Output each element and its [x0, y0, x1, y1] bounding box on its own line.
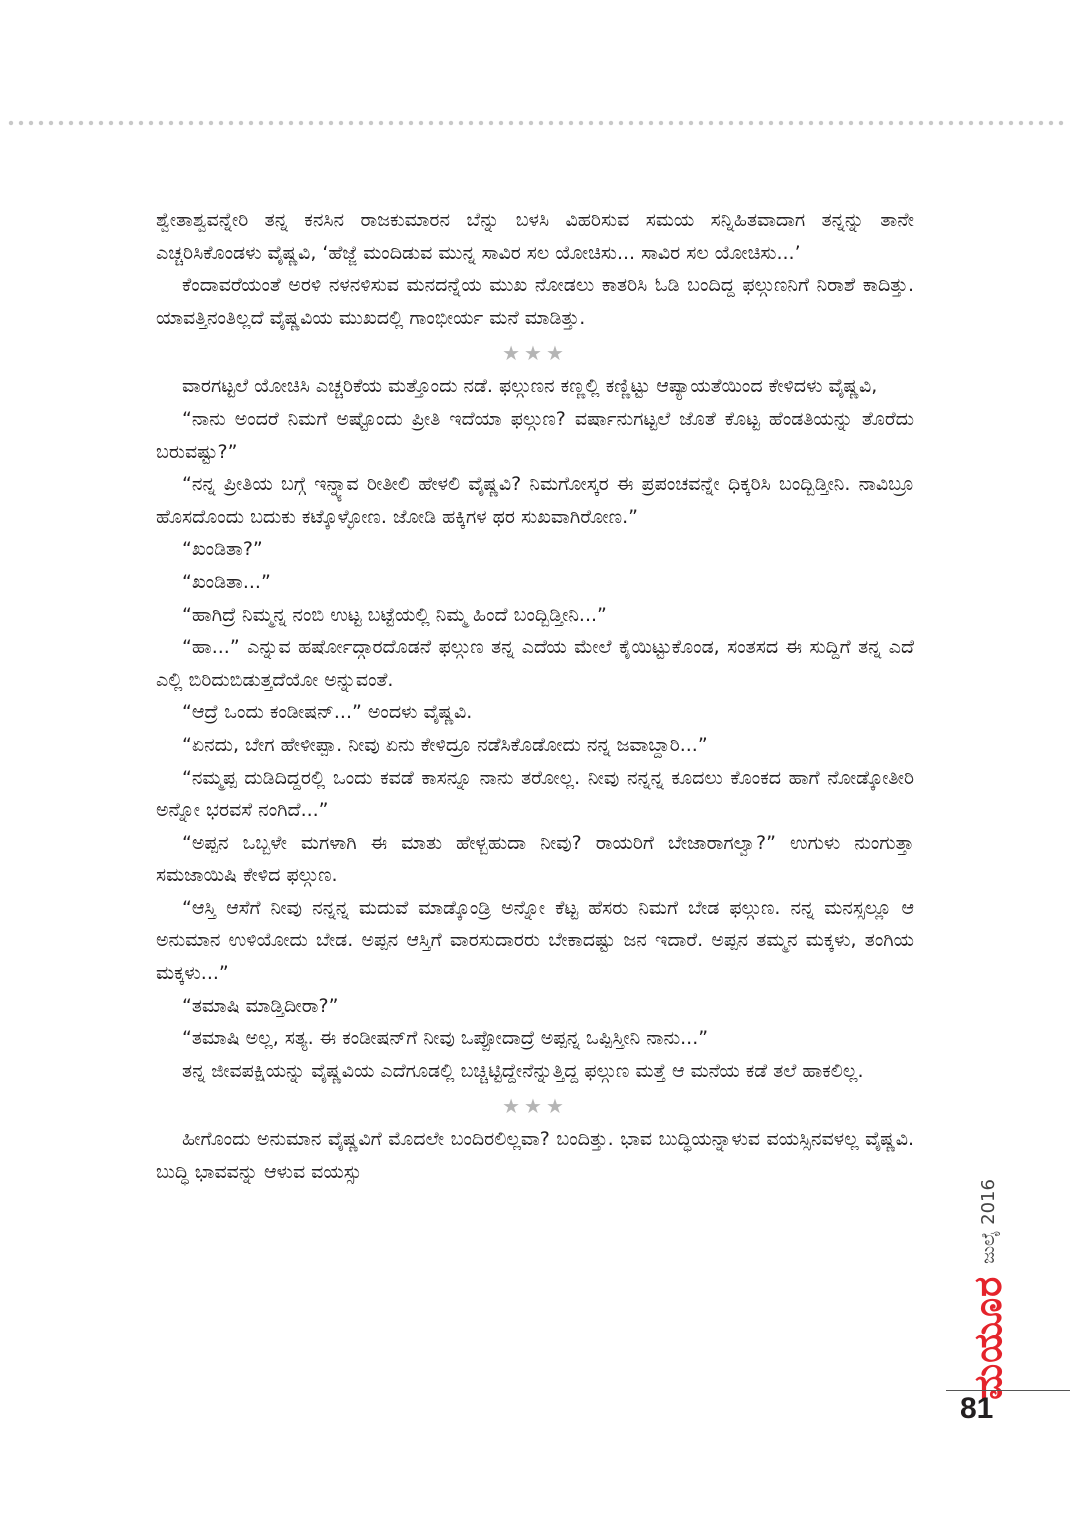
article-paragraph: “ಹಾಗಿದ್ರೆ ನಿಮ್ಮನ್ನ ನಂಬಿ ಉಟ್ಟ ಬಟ್ಟೆಯಲ್ಲಿ ನಿಮ್ಮ ಹಿಂದೆ ಬಂದ್ಬಿಡ್ತೀನಿ...”	[182, 603, 607, 626]
article-paragraph: ಹೀಗೊಂದು ಅನುಮಾನ ವೈಷ್ಣವಿಗೆ ಮೊದಲೇ ಬಂದಿರಲಿಲ್ಲವಾ? ಬಂದಿತ್ತು. ಭಾವ ಬುದ್ಧಿಯನ್ನಾಳುವ ವಯಸ್ಸಿನವಳಲ್ಲ ವೈಷ್ಣವಿ. ಬುದ್ಧಿ ಭಾವವನ್ನು ಆಳುವ ವಯಸ್ಸು	[156, 1128, 914, 1184]
magazine-side-label	[966, 1179, 1011, 1400]
footer-rule	[946, 1390, 1070, 1391]
article-paragraph: “ನನ್ನ ಪ್ರೀತಿಯ ಬಗ್ಗೆ ಇನ್ನ್ಯಾವ ರೀತೀಲಿ ಹೇಳಲಿ ವೈಷ್ಣವಿ? ನಿಮಗೋಸ್ಕರ ಈ ಪ್ರಪಂಚವನ್ನೇ ಧಿಕ್ಕರಿಸಿ ಬಂದ್ಬಿಡ್ತೀನಿ. ನಾವಿಬ್ರೂ ಹೊಸದೊಂದು ಬದುಕು ಕಟ್ಕೊಳ್ಳೋಣ. ಜೋಡಿ ಹಕ್ಕಿಗಳ ಥರ ಸುಖವಾಗಿರೋಣ.”	[156, 473, 914, 528]
magazine-masthead: ಮಯೂರ	[966, 1275, 1010, 1400]
article-paragraph: “ತಮಾಷಿ ಮಾಡ್ತಿದೀರಾ?”	[182, 994, 339, 1017]
issue-date: ಜುಲೈ 2016	[978, 1179, 999, 1264]
article-paragraph: “ಹಾ...” ಎನ್ನುವ ಹರ್ಷೋದ್ಗಾರದೊಡನೆ ಫಲ್ಗುಣ ತನ್ನ ಎದೆಯ ಮೇಲೆ ಕೈಯಿಟ್ಟುಕೊಂಡ, ಸಂತಸದ ಈ ಸುದ್ದಿಗೆ ತನ್ನ ಎದೆ ಎಲ್ಲಿ ಬಿರಿದುಬಿಡುತ್ತದೆಯೋ ಅನ್ನುವಂತೆ.	[156, 636, 914, 691]
article-paragraph: “ತಮಾಷಿ ಅಲ್ಲ, ಸತ್ಯ. ಈ ಕಂಡೀಷನ್‌ಗೆ ನೀವು ಒಪ್ಪೋದಾದ್ರೆ ಅಪ್ಪನ್ನ ಒಪ್ಪಿಸ್ತೀನಿ ನಾನು...”	[182, 1027, 709, 1050]
article-paragraph: “ಖಂಡಿತಾ?”	[182, 538, 263, 561]
header-dotted-rule	[6, 120, 1066, 126]
article-paragraph: ಕೆಂದಾವರೆಯಂತೆ ಅರಳಿ ನಳನಳಿಸುವ ಮನದನ್ನೆಯ ಮುಖ ನೋಡಲು ಕಾತರಿಸಿ ಓಡಿ ಬಂದಿದ್ದ ಫಲ್ಗುಣನಿಗೆ ನಿರಾಶೆ ಕಾದಿತ್ತು. ಯಾವತ್ತಿನಂತಿಲ್ಲದೆ ವೈಷ್ಣವಿಯ ಮುಖದಲ್ಲಿ ಗಾಂಭೀರ್ಯ ಮನೆ ಮಾಡಿತ್ತು.	[156, 274, 914, 329]
article-paragraph: “ಖಂಡಿತಾ...”	[182, 570, 271, 593]
article-paragraph: ತನ್ನ ಜೀವಪಕ್ಷಿಯನ್ನು ವೈಷ್ಣವಿಯ ಎದೆಗೂಡಲ್ಲಿ ಬಚ್ಚಿಟ್ಟಿದ್ದೇನೆನ್ನುತ್ತಿದ್ದ ಫಲ್ಗುಣ ಮತ್ತೆ ಆ ಮನೆಯ ಕಡೆ ತಲೆ ಹಾಕಲಿಲ್ಲ.	[182, 1059, 864, 1082]
section-separator: ★★★	[502, 1094, 568, 1119]
page-number: 81	[960, 1392, 994, 1425]
article-paragraph: ಶ್ವೇತಾಶ್ವವನ್ನೇರಿ ತನ್ನ ಕನಸಿನ ರಾಜಕುಮಾರನ ಬೆನ್ನು ಬಳಸಿ ವಿಹರಿಸುವ ಸಮಯ ಸನ್ನಿಹಿತವಾದಾಗ ತನ್ನನ್ನು ತಾನೇ ಎಚ್ಚರಿಸಿಕೊಂಡಳು ವೈಷ್ಣವಿ, ‘ಹೆಜ್ಜೆ ಮಂದಿಡುವ ಮುನ್ನ ಸಾವಿರ ಸಲ ಯೋಚಿಸು... ಸಾವಿರ ಸಲ ಯೋಚಿಸು...’	[156, 209, 914, 264]
article-column	[156, 204, 914, 1189]
article-paragraph: “ಏನದು, ಬೇಗ ಹೇಳೀಪ್ಪಾ. ನೀವು ಏನು ಕೇಳಿದ್ರೂ ನಡೆಸಿಕೊಡೋದು ನನ್ನ ಜವಾಬ್ದಾರಿ...”	[182, 733, 708, 756]
article-paragraph: “ಆಸ್ತಿ ಆಸೆಗೆ ನೀವು ನನ್ನನ್ನ ಮದುವೆ ಮಾಡ್ಕೊಂಡ್ರಿ ಅನ್ನೋ ಕೆಟ್ಟ ಹೆಸರು ನಿಮಗೆ ಬೇಡ ಫಲ್ಗುಣ. ನನ್ನ ಮನಸ್ಸಲ್ಲೂ ಆ ಅನುಮಾನ ಉಳಿಯೋದು ಬೇಡ. ಅಪ್ಪನ ಆಸ್ತಿಗೆ ವಾರಸುದಾರರು ಬೇಕಾದಷ್ಟು ಜನ ಇದಾರೆ. ಅಪ್ಪನ ತಮ್ಮನ ಮಕ್ಕಳು, ತಂಗಿಯ ಮಕ್ಕಳು...”	[156, 896, 914, 985]
article-paragraph: “ಅಪ್ಪನ ಒಬ್ಬಳೇ ಮಗಳಾಗಿ ಈ ಮಾತು ಹೇಳ್ಬಹುದಾ ನೀವು? ರಾಯರಿಗೆ ಬೇಜಾರಾಗಲ್ವಾ?” ಉಗುಳು ನುಂಗುತ್ತಾ ಸಮಜಾಯಿಷಿ ಕೇಳಿದ ಫಲ್ಗುಣ.	[156, 831, 914, 887]
section-separator: ★★★	[502, 341, 568, 366]
article-paragraph: “ಆದ್ರೆ ಒಂದು ಕಂಡೀಷನ್...” ಅಂದಳು ವೈಷ್ಣವಿ.	[182, 701, 473, 724]
article-paragraph: ವಾರಗಟ್ಟಲೆ ಯೋಚಿಸಿ ಎಚ್ಚರಿಕೆಯ ಮತ್ತೊಂದು ನಡೆ. ಫಲ್ಗುಣನ ಕಣ್ಣಲ್ಲಿ ಕಣ್ಣಿಟ್ಟು ಆಪ್ಯಾಯತೆಯಿಂದ ಕೇಳಿದಳು ವೈಷ್ಣವಿ,	[182, 375, 878, 398]
article-paragraph: “ನಾನು ಅಂದರೆ ನಿಮಗೆ ಅಷ್ಟೊಂದು ಪ್ರೀತಿ ಇದೆಯಾ ಫಲ್ಗುಣ? ವರ್ಷಾನುಗಟ್ಟಲೆ ಜೊತೆ ಕೊಟ್ಟ ಹೆಂಡತಿಯನ್ನು ತೊರೆದು ಬರುವಷ್ಟು?”	[156, 407, 914, 463]
article-paragraph: “ನಮ್ಮಪ್ಪ ದುಡಿದಿದ್ದರಲ್ಲಿ ಒಂದು ಕವಡೆ ಕಾಸನ್ನೂ ನಾನು ತರೋಲ್ಲ. ನೀವು ನನ್ನನ್ನ ಕೂದಲು ಕೊಂಕದ ಹಾಗೆ ನೋಡ್ಕೋತೀರಿ ಅನ್ನೋ ಭರವಸೆ ನಂಗಿದೆ...”	[156, 766, 914, 822]
